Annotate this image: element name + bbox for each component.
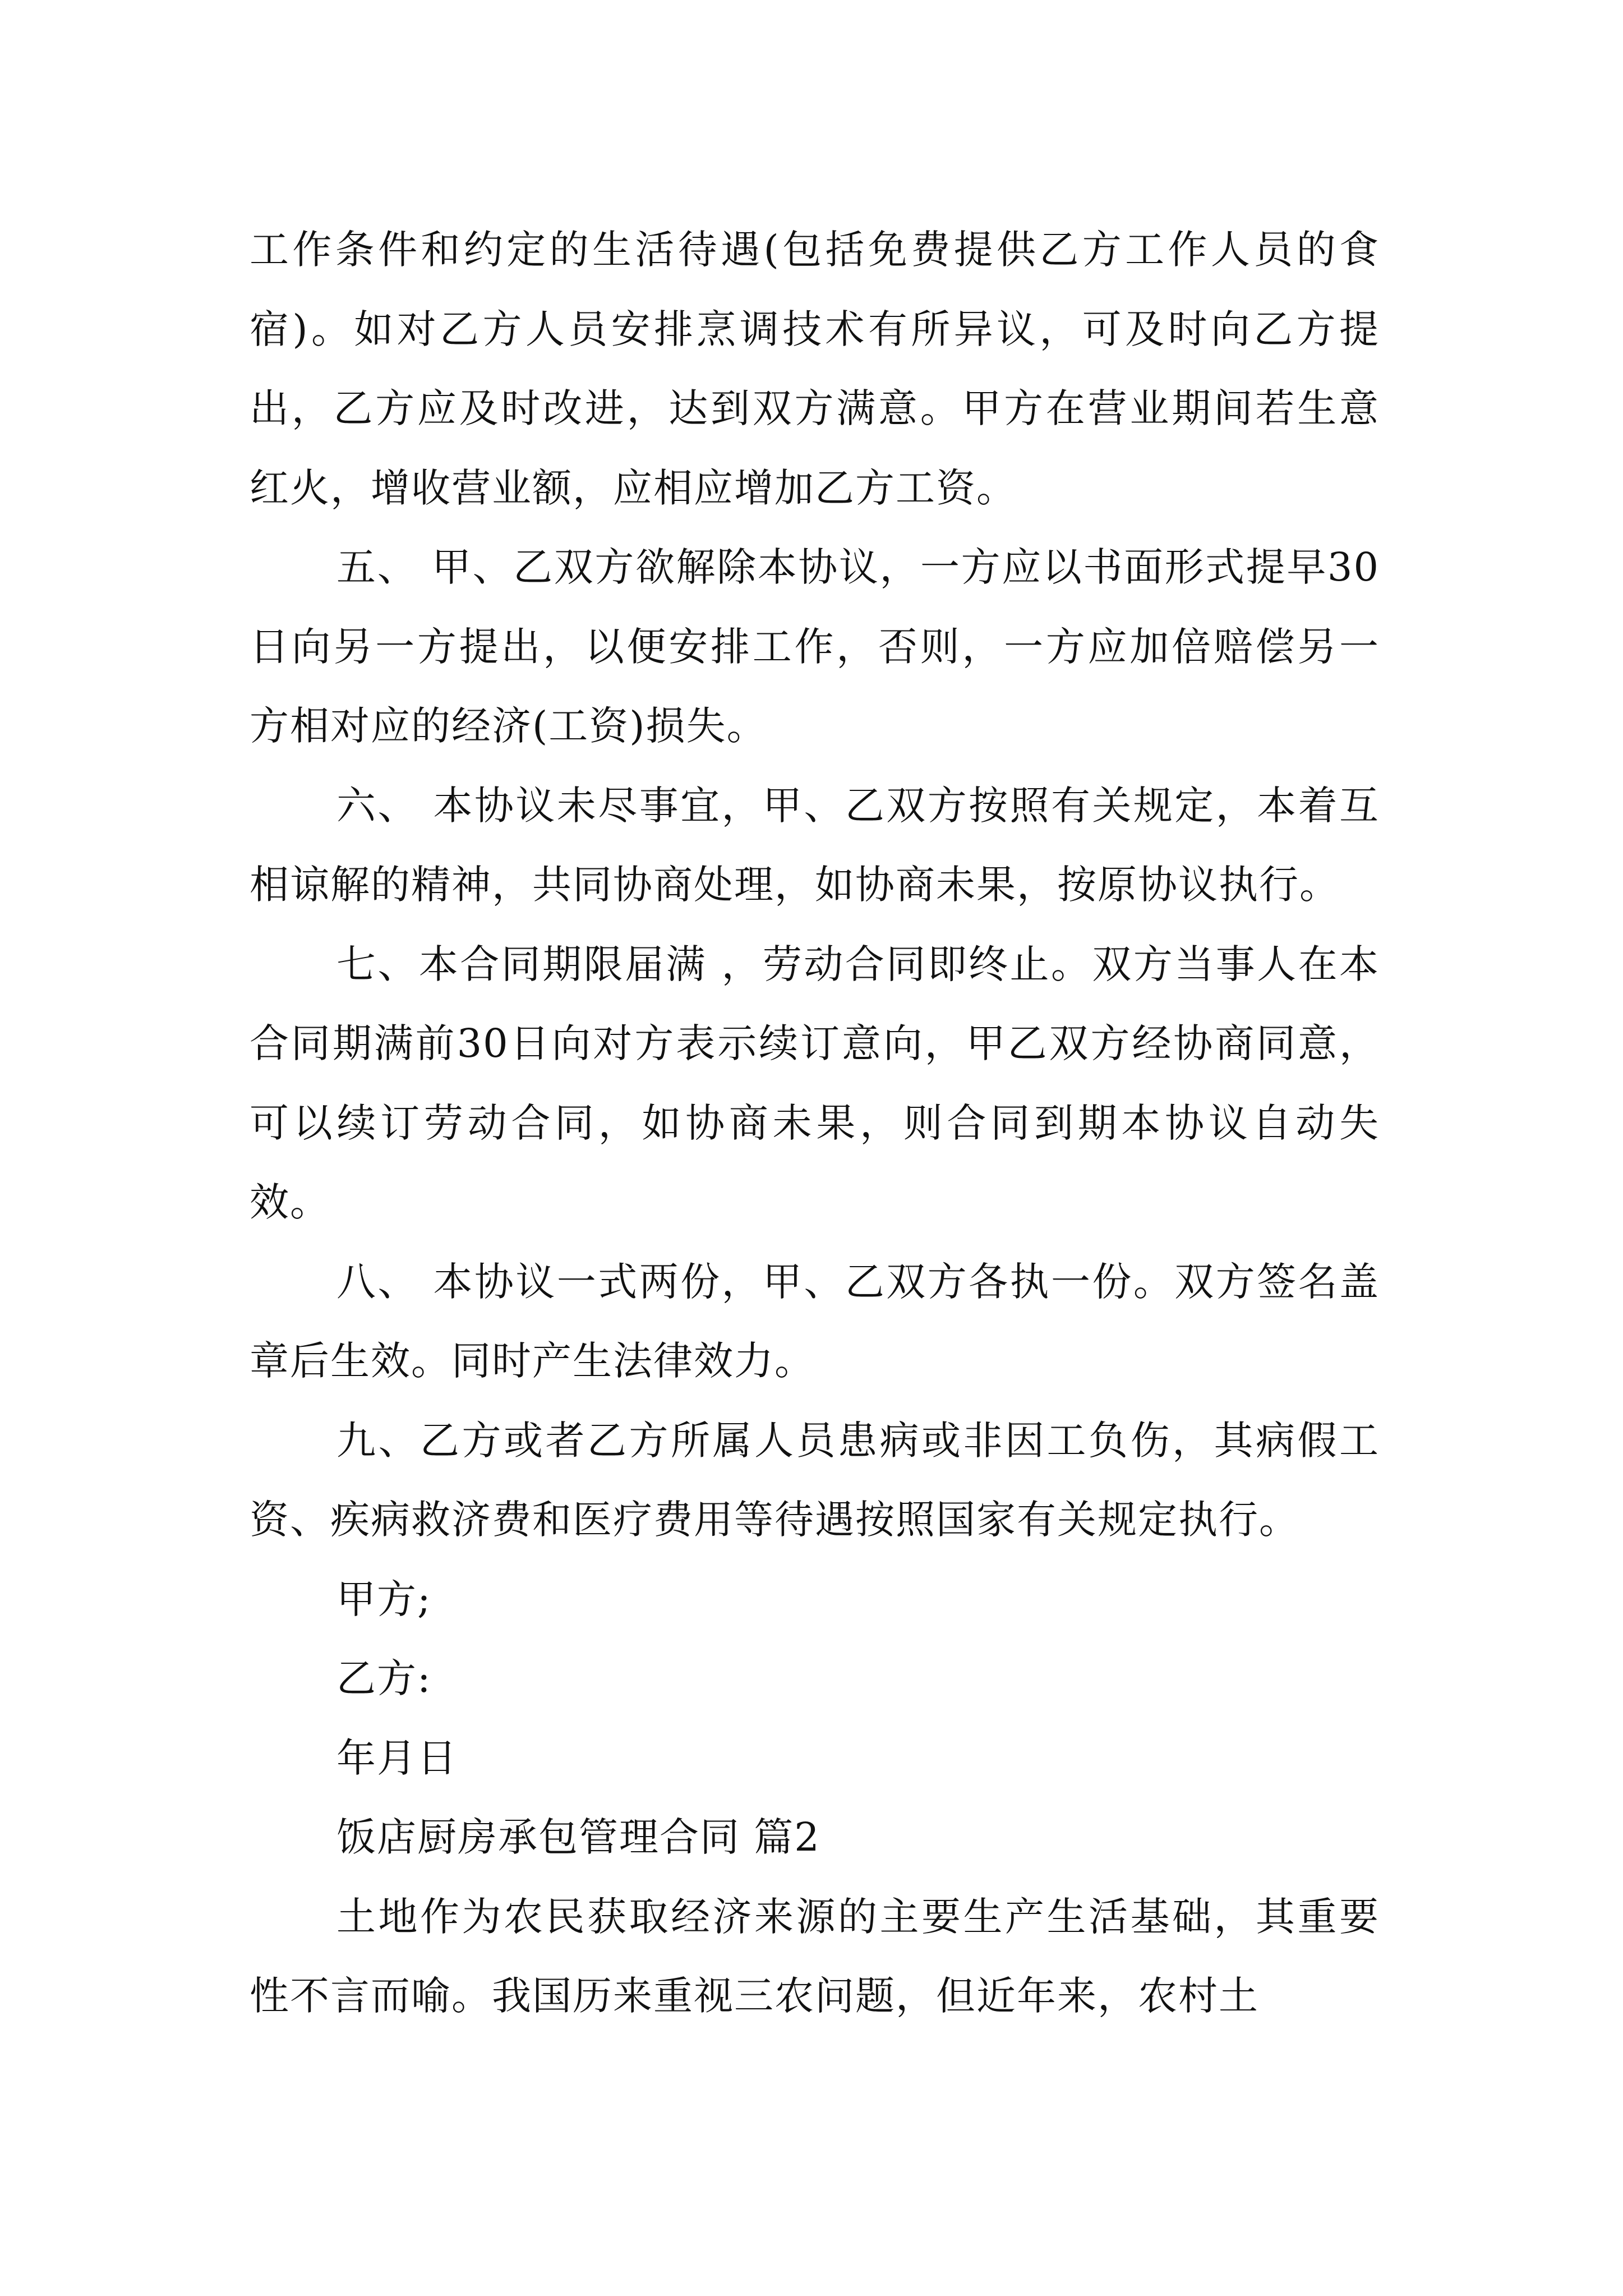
signature-date: 年月日 bbox=[336, 1734, 458, 1781]
section-title: 饭店厨房承包管理合同 篇2 bbox=[336, 1814, 820, 1860]
paragraph-continued: 工作条件和约定的生活待遇(包括免费提供乙方工作人员的食宿)。如对乙方人员安排烹调技术有所异议，可及时向乙方提出，乙方应及时改进，达到双方满意。甲方在营业期间若生意红火，增收营业额，应相应增加乙方工资。 bbox=[250, 227, 1380, 511]
paragraph-clause-9: 九、乙方或者乙方所属人员患病或非因工负伤，其病假工资、疾病救济费和医疗费用等待遇按照国家有关规定执行。 bbox=[250, 1417, 1380, 1543]
paragraph-clause-7: 七、本合同期限届满 ，劳动合同即终止。双方当事人在本合同期满前30日向对方表示续订意向，甲乙双方经协商同意，可以续订劳动合同，如协商未果，则合同到期本协议自动失效。 bbox=[250, 941, 1380, 1225]
document-body bbox=[250, 210, 1380, 2036]
signature-party-b: 乙方: bbox=[336, 1655, 432, 1701]
paragraph-section-2: 土地作为农民获取经济来源的主要生产生活基础，其重要性不言而喻。我国历来重视三农问题，但近年来，农村土 bbox=[250, 1893, 1380, 2019]
paragraph-clause-8: 八、 本协议一式两份，甲、乙双方各执一份。双方签名盖章后生效。同时产生法律效力。 bbox=[250, 1258, 1380, 1384]
paragraph-clause-6: 六、 本协议未尽事宜，甲、乙双方按照有关规定，本着互相谅解的精神，共同协商处理，如协商未果，按原协议执行。 bbox=[250, 782, 1380, 908]
paragraph-clause-5: 五、 甲、乙双方欲解除本协议，一方应以书面形式提早30日向另一方提出，以便安排工作，否则，一方应加倍赔偿另一方相对应的经济(工资)损失。 bbox=[250, 544, 1380, 749]
signature-party-a: 甲方; bbox=[336, 1576, 432, 1622]
